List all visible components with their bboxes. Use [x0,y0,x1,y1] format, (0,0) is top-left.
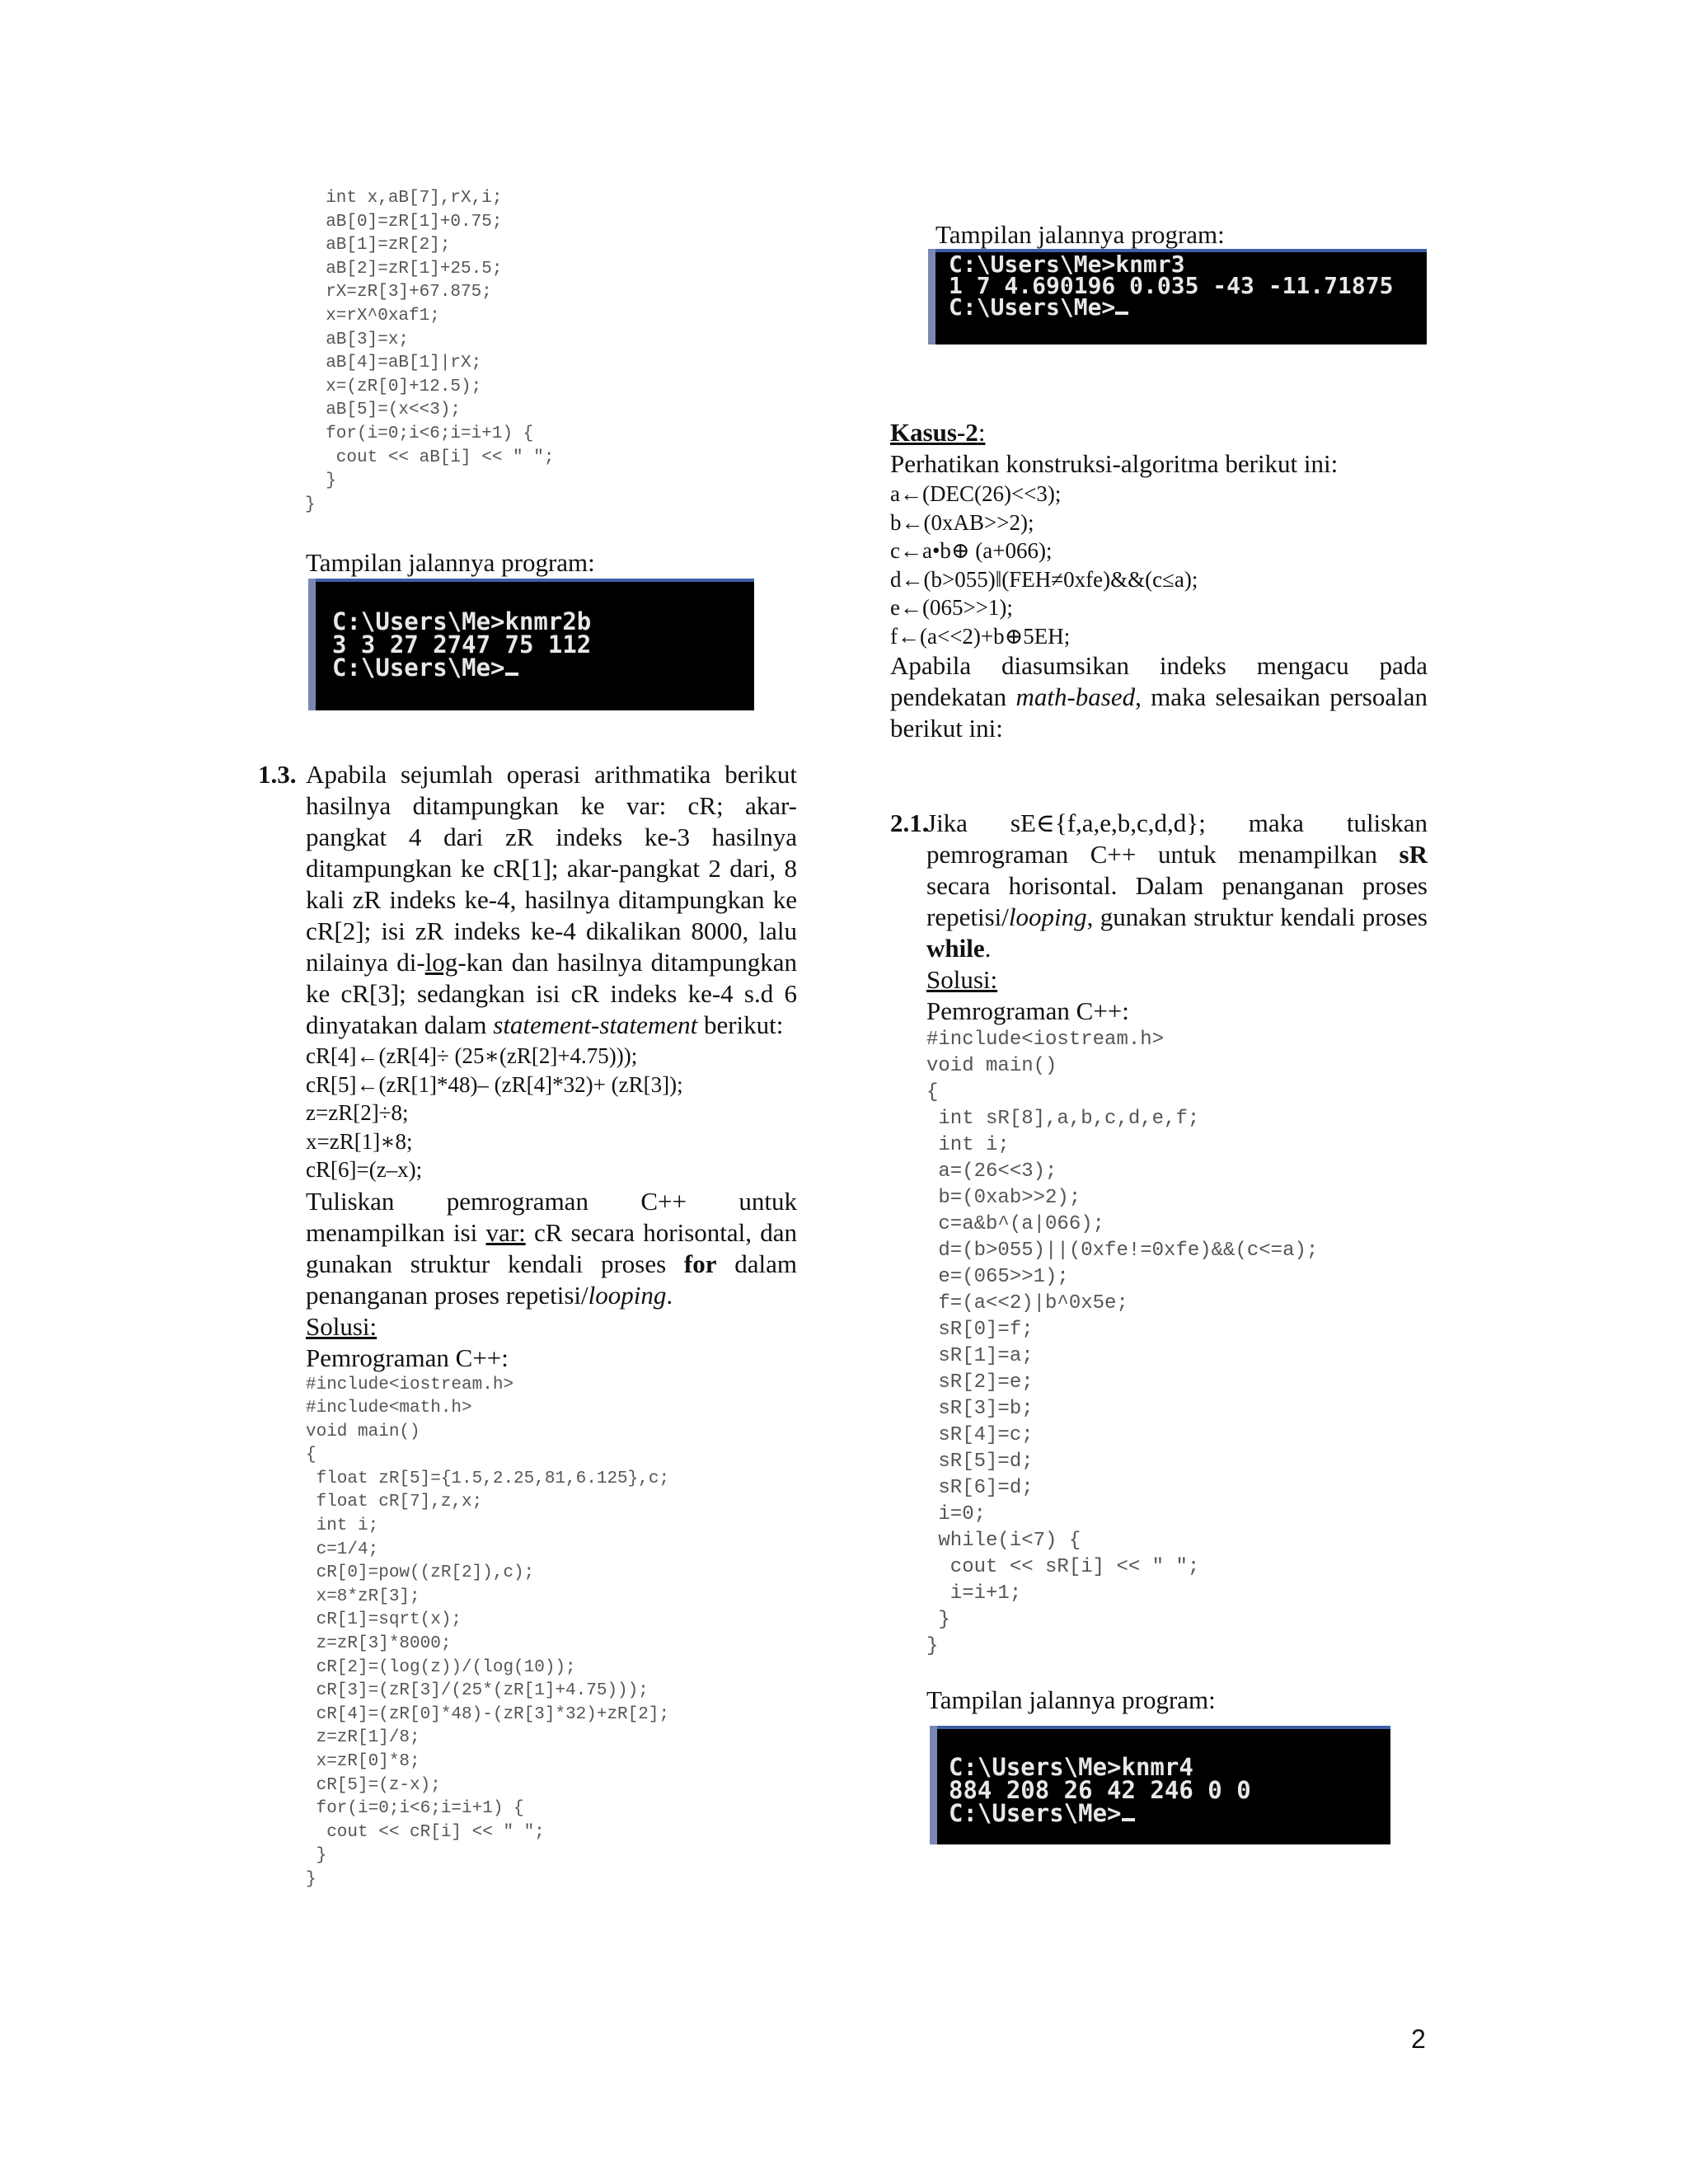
console-window-knmr2b [308,579,754,710]
kasus-2-intro: Perhatikan konstruksi-algoritma berikut ini: [890,449,1339,478]
console-cursor [1115,312,1128,315]
console-output: C:\Users\Me>knmr2b 3 3 27 2747 75 112 C:\Users\Me> [332,607,592,682]
formula: cR[6]=(z–x); [306,1157,423,1182]
algorithm-step: f←(a<<2)+b⊕5EH; [890,623,1071,649]
formula: cR[4]←(zR[4]÷ (25∗(zR[2]+4.75))); [306,1043,638,1068]
algorithm-step: d←(b>055)‖(FEH≠0xfe)&&(c≤a); [890,566,1198,592]
output-label: Tampilan jalannya program: [935,220,1225,249]
page-number: 2 [1411,2024,1426,2054]
algorithm-step: e←(065>>1); [890,595,1013,620]
section-1-3 [306,759,797,1892]
algorithm-step: b←(0xAB>>2); [890,509,1034,535]
console-output: C:\Users\Me>knmr3 1 7 4.690196 0.035 -43 -11.71875 C:\Users\Me> [949,251,1394,321]
pemrograman-label: Pemrograman C++: [926,996,1129,1025]
algorithm-list [890,480,1428,650]
section-1-3-paragraph: Apabila sejumlah operasi arithmatika berikut hasilnya ditampungkan ke var: cR; akar-pangkat 4 dari zR indeks ke-3 hasilnya ditampungkan ke cR[1]; akar-pangkat 2 dari, 8 kali zR indeks ke-4, hasilnya ditampungkan ke cR[2]; isi zR indeks ke-4 dikalikan 8000, lalu nilainya di-log-kan dan hasilnya ditampungkan ke cR[3]; sedangkan isi cR indeks ke-4 s.d 6 dinyatakan dalam statement-statement berikut: [306,760,797,1039]
section-1-3-task: Tuliskan pemrograman C++ untuk menampilkan isi var: cR secara horisontal, dan gunakan struktur kendali proses for dalam penanganan proses repetisi/looping. [306,1186,797,1310]
console-window-knmr4 [930,1726,1390,1844]
kasus-2-paragraph: Apabila diasumsikan indeks mengacu pada pendekatan math-based, maka selesaikan persoalan berikut ini: [890,651,1428,743]
pemrograman-label: Pemrograman C++: [306,1343,509,1372]
console-window-knmr3 [928,249,1427,344]
kasus-2 [890,417,1428,744]
formula: z=zR[2]÷8; [306,1100,409,1125]
formula-list [306,1042,797,1184]
code-block-1-3: #include<iostream.h> #include<math.h> void main() { float zR[5]={1.5,2.25,81,6.125},c; float cR[7],z,x; int i; c=1/4; cR[0]=pow((zR[2]),c); x=8*zR[3]; cR[1]=sqrt(x); z=zR[3]*8000; cR[2]=(log(z))/(log(10)); cR[3]=(zR[3]/(25*(zR[1]+4.75))); cR[4]=(zR[0]*48)-(zR[3]*32)+zR[2]; z=zR[1]/8; x=zR[0]*8; cR[5]=(z-x); for(i=0;i<6;i=i+1) { cout << cR[i] << " "; } } [306,1375,670,1889]
section-2-1 [926,808,1428,1716]
console-output: C:\Users\Me>knmr4 884 208 26 42 246 0 0 C:\Users\Me> [949,1753,1251,1827]
output-label: Tampilan jalannya program: [306,548,595,577]
section-number-1-3: 1.3. [258,760,297,789]
algorithm-step: c←a•b⊕ (a+066); [890,538,1053,563]
console-cursor [1122,1818,1135,1821]
code-block-knmr2b: int x,aB[7],rX,i; aB[0]=zR[1]+0.75; aB[1]=zR[2]; aB[2]=zR[1]+25.5; rX=zR[3]+67.875; x=rX^0xaf1; aB[3]=x; aB[4]=aB[1]|rX; x=(zR[0]+12.5); aB[5]=(x<<3); for(i=0;i<6;i=i+1) { cout << aB[i] << " "; } } [305,189,555,514]
algorithm-step: a←(DEC(26)<<3); [890,481,1062,506]
solusi-label: Solusi: [926,965,998,994]
output-label: Tampilan jalannya program: [926,1685,1216,1714]
console-cursor [505,673,518,676]
formula: x=zR[1]∗8; [306,1128,413,1154]
code-block-2-1: #include<iostream.h> void main() { int sR[8],a,b,c,d,e,f; int i; a=(26<<3); b=(0xab>>2); c=a&b^(a|066); d=(b>055)||(0xfe!=0xfe)&&(c<=a); e=(065>>1); f=(a<<2)|b^0x5e; sR[0]=f; sR[1]=a; sR[2]=e; sR[3]=b; sR[4]=c; sR[5]=d; sR[6]=d; i=0; while(i<7) { cout << sR[i] << " "; i=i+1; } } [926,1029,1319,1657]
section-number-2-1: 2.1. [890,808,929,837]
solusi-label: Solusi: [306,1311,377,1341]
section-2-1-paragraph: Jika sE∈{f,a,e,b,c,d,d}; maka tuliskan pemrograman C++ untuk menampilkan sR secara horisontal. Dalam penanganan proses repetisi/looping, gunakan struktur kendali proses while. [926,808,1428,963]
kasus-2-title: Kasus-2: [890,418,986,447]
formula: cR[5]←(zR[1]*48)– (zR[4]*32)+ (zR[3]); [306,1071,683,1097]
